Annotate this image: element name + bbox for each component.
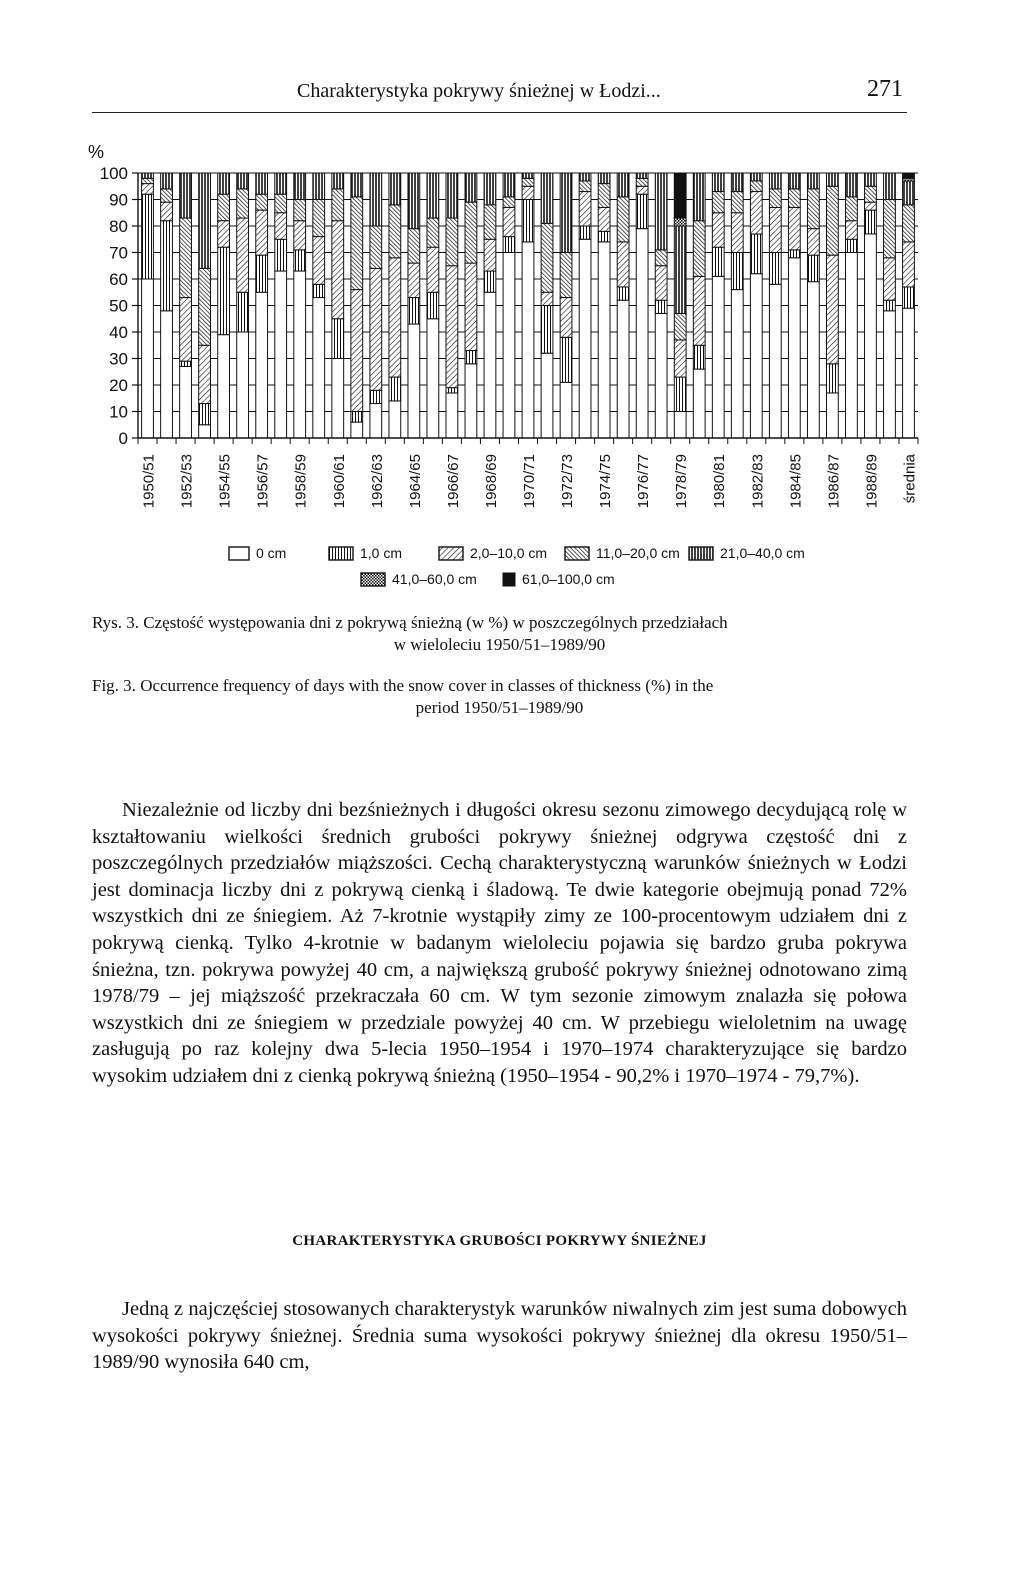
x-tick-label: 1978/79: [673, 454, 691, 509]
bar-segment: [218, 247, 230, 334]
bar-segment: [579, 181, 591, 192]
bar-segment: [712, 213, 724, 247]
bar-segment: [903, 287, 915, 308]
caption-text: Częstość występowania dni z pokrywą śnieżną (w %) w poszczególnych przedziałach: [143, 613, 728, 632]
figure-caption-pl: [92, 612, 907, 656]
bar-segment: [750, 173, 762, 181]
bar-segment: [579, 192, 591, 226]
y-tick-label: 20: [109, 376, 128, 395]
bar-segment: [408, 229, 420, 263]
bar-segment: [199, 268, 211, 345]
bar-segment: [807, 173, 819, 189]
bar-segment: [560, 298, 572, 338]
bar-segment: [655, 313, 667, 438]
x-tick-label: 1966/67: [444, 454, 462, 509]
legend-label: 61,0–100,0 cm: [522, 571, 615, 587]
bar-segment: [275, 239, 287, 271]
bar-segment: [731, 192, 743, 213]
bar-segment: [332, 173, 344, 189]
bar-segment: [275, 213, 287, 240]
bar-segment: [294, 221, 306, 250]
paragraph-text: Jedną z najczęściej stosowanych charakterystyk warunków niwalnych zim jest suma dobowych wysokości pokrywy śnieżnej. Średnia suma wysokości pokrywy śnieżnej dla okresu 1950/51–1989/90 wynosiła 640 cm,: [92, 1298, 907, 1374]
bar-segment: [769, 253, 781, 285]
bar-segment: [389, 377, 401, 401]
bar-segment: [237, 189, 249, 218]
bar-segment: [598, 207, 610, 231]
bar-segment: [522, 173, 534, 178]
x-tick-label: 1954/55: [216, 454, 234, 509]
y-tick-label: 90: [109, 190, 128, 210]
bar-segment: [294, 271, 306, 438]
bar-segment: [237, 218, 249, 292]
bar-segment: [427, 319, 439, 438]
bar-segment: [884, 258, 896, 300]
bar-segment: [884, 173, 896, 200]
bar-segment: [788, 173, 800, 189]
bar-segment: [180, 361, 192, 366]
bar-segment: [351, 290, 363, 412]
bar-segment: [180, 218, 192, 297]
x-tick-label: 1976/77: [635, 454, 653, 509]
bar-segment: [218, 194, 230, 221]
paragraph-text: Niezależnie od liczby dni bezśnieżnych i długości okresu sezonu zimowego decydującą rolę w kształtowaniu wielkości średnich grubości pokrywy śnieżnej odgrywa częstość dni z poszczególnych przedziałów miąższości. Cechą charakterystyczną warunków śnieżnych w Łodzi jest dominacja liczby dni z pokrywą cienką i śladową. Te dwie kategorie obejmują ponad 72% wszystkich dni ze śniegiem. Aż 7-krotnie wystąpiły zimy ze 100-procentowym udziałem dni z pokrywą cienką. Tylko 4-krotnie w badanym wieloleciu pojawia się bardzo gruba pokrywa śnieżna, tzn. pokrywa powyżej 40 cm, a największą grubość pokrywy śnieżnej odnotowano zimą 1978/79 – jej miąższość przekraczała 60 cm. W tym sezonie zimowym znalazła się połowa wszystkich dni ze śniegiem w przedziale powyżej 40 cm. W przebiegu wieloletnim na uwagę zasługują po raz kolejny dwa 5-lecia 1950–1954 i 1970–1974 charakteryzujące się bardzo wysokim udziałem dni z cienką pokrywą śnieżną (1950–1954 - 90,2% i 1970–1974 - 79,7%).: [92, 799, 907, 1087]
bar-segment: [465, 263, 477, 350]
caption-text: Occurrence frequency of days with the snow cover in classes of thickness (%) in the: [140, 676, 714, 695]
bar-segment: [294, 173, 306, 200]
bar-segment: [712, 192, 724, 213]
x-tick-label: 1970/71: [521, 454, 538, 509]
y-tick-label: 80: [109, 217, 128, 236]
bar-segment: [769, 189, 781, 208]
bar-segment: [522, 178, 534, 186]
figure-label: Rys. 3.: [92, 613, 140, 632]
bar-segment: [199, 425, 211, 438]
page-number: 271: [867, 76, 903, 102]
bar-segment: [769, 207, 781, 252]
x-tick-label: 1950/51: [140, 454, 158, 509]
bar-segment: [503, 253, 515, 439]
bar-segment: [788, 258, 800, 438]
bar-segment: [180, 366, 192, 438]
bar-segment: [389, 401, 401, 438]
bar-segment: [541, 292, 553, 305]
bar-segment: [484, 239, 496, 271]
bar-segment: [865, 186, 877, 202]
bar-segment: [142, 178, 154, 183]
bar-segment: [256, 255, 268, 292]
bar-segment: [503, 207, 515, 236]
bar-segment: [903, 173, 915, 178]
legend-item: [502, 571, 615, 587]
x-tick-label: 1964/65: [406, 454, 424, 509]
bar-segment: [256, 292, 268, 438]
bar-segment: [807, 282, 819, 438]
bar-segment: [750, 192, 762, 234]
bar-segment: [846, 221, 858, 240]
bar-segment: [161, 311, 173, 438]
bar-segment: [560, 337, 572, 382]
bar-segment: [408, 173, 420, 229]
legend-swatch: [228, 546, 250, 561]
x-tick-label: 1988/89: [863, 454, 881, 509]
legend-swatch: [360, 572, 386, 587]
y-tick-label: 60: [109, 270, 128, 289]
bar-segment: [674, 412, 686, 439]
bar-segment: [256, 173, 268, 194]
bar-segment: [503, 173, 515, 197]
bar-segment: [389, 205, 401, 258]
legend-item: [228, 545, 286, 561]
legend-item: [328, 545, 402, 561]
bar-segment: [370, 226, 382, 268]
bar-segment: [313, 200, 325, 237]
bar-segment: [807, 229, 819, 256]
bar-segment: [903, 242, 915, 287]
bar-segment: [560, 253, 572, 298]
bar-segment: [655, 250, 667, 266]
legend-label: 1,0 cm: [360, 545, 403, 561]
bar-segment: [560, 382, 572, 438]
bar-segment: [541, 353, 553, 438]
bar-segment: [370, 390, 382, 403]
bar-segment: [142, 194, 154, 279]
bar-segment: [370, 268, 382, 390]
bar-segment: [655, 300, 667, 313]
bar-segment: [788, 207, 800, 249]
bar-segment: [598, 231, 610, 242]
x-tick-label: 1972/73: [559, 454, 577, 509]
bar-segment: [446, 388, 458, 393]
bar-segment: [598, 184, 610, 208]
y-tick-label: 0: [118, 429, 128, 448]
x-tick-label: 1974/75: [597, 454, 615, 509]
x-tick-label: 1968/69: [482, 454, 500, 509]
bar-segment: [826, 186, 838, 255]
bar-segment: [541, 173, 553, 223]
bar-segment: [199, 345, 211, 403]
bar-segment: [617, 197, 629, 242]
bar-segment: [788, 250, 800, 258]
bar-segment: [256, 194, 268, 210]
bar-segment: [655, 266, 667, 300]
legend-label: 0 cm: [256, 545, 287, 561]
bar-segment: [294, 250, 306, 271]
bar-segment: [903, 205, 915, 242]
y-tick-label: 50: [109, 296, 128, 316]
bar-segment: [465, 173, 477, 202]
bar-segment: [750, 181, 762, 192]
bar-segment: [218, 335, 230, 438]
bar-segment: [275, 173, 287, 194]
bar-segment: [846, 173, 858, 197]
bar-segment: [503, 237, 515, 253]
bar-segment: [674, 377, 686, 411]
bar-segment: [389, 258, 401, 377]
bar-segment: [503, 197, 515, 208]
bar-segment: [712, 247, 724, 276]
bar-segment: [332, 319, 344, 359]
bar-segment: [237, 173, 249, 189]
bar-segment: [199, 173, 211, 268]
bar-segment: [674, 313, 686, 340]
legend-swatch: [438, 546, 464, 561]
bar-segment: [313, 237, 325, 285]
bar-segment: [598, 242, 610, 438]
bar-segment: [865, 210, 877, 234]
bar-segment: [427, 247, 439, 292]
running-title: Charakterystyka pokrywy śnieżnej w Łodzi...: [297, 80, 661, 102]
stacked-bar-chart: [78, 136, 938, 546]
bar-segment: [865, 202, 877, 210]
bar-segment: [484, 292, 496, 438]
bar-segment: [693, 276, 705, 345]
bar-segment: [484, 173, 496, 205]
bar-segment: [674, 226, 686, 313]
legend-item: [564, 545, 680, 561]
legend-swatch: [564, 546, 590, 561]
bar-segment: [884, 311, 896, 438]
bar-segment: [674, 173, 686, 218]
bar-segment: [351, 412, 363, 423]
bar-segment: [408, 298, 420, 325]
bar-segment: [693, 173, 705, 221]
y-tick-label: 30: [109, 349, 128, 369]
bar-segment: [427, 292, 439, 319]
page-header: [92, 78, 907, 113]
bar-segment: [712, 276, 724, 438]
bar-segment: [617, 173, 629, 197]
y-tick-label: 100: [99, 164, 128, 183]
bar-segment: [807, 255, 819, 282]
body-paragraph: [92, 1296, 907, 1376]
bar-segment: [142, 279, 154, 438]
bar-segment: [332, 189, 344, 221]
bar-segment: [351, 197, 363, 290]
bar-segment: [408, 324, 420, 438]
bar-segment: [351, 173, 363, 197]
bar-segment: [846, 253, 858, 439]
bar-segment: [142, 173, 154, 178]
bar-segment: [218, 173, 230, 194]
bar-segment: [788, 189, 800, 208]
legend-item: [438, 545, 547, 561]
bar-segment: [712, 173, 724, 192]
bar-segment: [161, 221, 173, 311]
bar-segment: [541, 306, 553, 354]
bar-segment: [826, 173, 838, 186]
bar-segment: [446, 218, 458, 266]
bar-segment: [636, 178, 648, 186]
bar-segment: [750, 274, 762, 438]
x-tick-label: 1962/63: [368, 454, 386, 509]
bar-segment: [313, 298, 325, 438]
bar-segment: [826, 255, 838, 364]
bar-segment: [541, 223, 553, 292]
bar-segment: [617, 300, 629, 438]
x-tick-label: 1960/61: [330, 454, 348, 509]
y-tick-label: 40: [109, 323, 128, 342]
bar-segment: [731, 290, 743, 438]
bar-segment: [846, 239, 858, 252]
bar-segment: [332, 359, 344, 439]
bar-segment: [636, 186, 648, 194]
caption-text: period 1950/51–1989/90: [415, 698, 584, 717]
bar-segment: [256, 210, 268, 255]
bar-segment: [522, 186, 534, 199]
x-tick-label: 1956/57: [254, 454, 272, 509]
bar-segment: [693, 369, 705, 438]
x-tick-label: średnia: [901, 454, 919, 504]
figure-label: Fig. 3.: [92, 676, 136, 695]
bar-segment: [180, 298, 192, 362]
bar-segment: [313, 173, 325, 200]
x-tick-label: 1958/59: [292, 454, 310, 509]
bar-segment: [865, 173, 877, 186]
legend-swatch: [328, 546, 354, 561]
bar-segment: [903, 308, 915, 438]
bar-segment: [332, 221, 344, 319]
bar-segment: [693, 221, 705, 277]
bar-segment: [636, 173, 648, 178]
bar-segment: [408, 263, 420, 297]
bar-segment: [579, 239, 591, 438]
bar-segment: [522, 242, 534, 438]
bar-segment: [484, 271, 496, 292]
legend-label: 11,0–20,0 cm: [596, 545, 680, 561]
bar-segment: [636, 194, 648, 228]
bar-segment: [275, 271, 287, 438]
bar-segment: [389, 173, 401, 205]
figure-caption-en: [92, 675, 907, 719]
bar-segment: [161, 189, 173, 202]
legend-label: 2,0–10,0 cm: [470, 545, 548, 561]
bar-segment: [161, 202, 173, 221]
legend-label: 41,0–60,0 cm: [392, 571, 477, 587]
y-tick-label: 70: [109, 243, 128, 263]
bar-segment: [237, 292, 249, 332]
bar-segment: [161, 173, 173, 189]
legend-swatch: [502, 572, 516, 587]
bar-segment: [446, 173, 458, 218]
bar-segment: [465, 202, 477, 263]
bar-segment: [617, 242, 629, 287]
y-axis-label: %: [88, 142, 105, 162]
x-tick-label: 1980/81: [711, 454, 729, 509]
bar-segment: [237, 332, 249, 438]
bar-segment: [313, 284, 325, 297]
chart-svg: [78, 136, 938, 546]
x-tick-label: 1986/87: [825, 454, 843, 509]
bar-segment: [294, 200, 306, 221]
bar-segment: [731, 253, 743, 290]
x-tick-label: 1982/83: [749, 454, 767, 509]
bar-segment: [275, 194, 287, 213]
bar-segment: [655, 173, 667, 250]
bar-segment: [636, 229, 648, 438]
legend-item: [688, 545, 805, 561]
bar-segment: [846, 197, 858, 221]
bar-segment: [769, 173, 781, 189]
body-paragraph: [92, 797, 907, 1090]
legend-item: [360, 571, 477, 587]
bar-segment: [731, 173, 743, 192]
bar-segment: [465, 351, 477, 364]
bar-segment: [180, 173, 192, 218]
bar-segment: [693, 345, 705, 369]
bar-segment: [446, 393, 458, 438]
bar-segment: [446, 266, 458, 388]
bar-segment: [522, 200, 534, 242]
bar-segment: [351, 422, 363, 438]
bar-segment: [674, 340, 686, 377]
bar-segment: [903, 181, 915, 205]
bar-segment: [465, 364, 477, 438]
bar-segment: [807, 189, 819, 229]
bar-segment: [427, 218, 439, 247]
x-tick-label: 1984/85: [787, 454, 805, 509]
bar-segment: [865, 234, 877, 438]
bar-segment: [884, 200, 896, 258]
bar-segment: [370, 404, 382, 438]
bar-segment: [560, 173, 572, 253]
bar-segment: [617, 287, 629, 300]
bar-segment: [826, 364, 838, 393]
bar-segment: [598, 173, 610, 184]
legend-swatch: [688, 546, 714, 561]
bar-segment: [731, 213, 743, 253]
caption-text: w wieloleciu 1950/51–1989/90: [393, 635, 606, 654]
bar-segment: [427, 173, 439, 218]
bar-segment: [579, 226, 591, 239]
bar-segment: [826, 393, 838, 438]
section-heading: CHARAKTERYSTYKA GRUBOŚCI POKRYWY ŚNIEŻNEJ: [292, 1233, 707, 1249]
bar-segment: [750, 234, 762, 274]
y-tick-label: 10: [109, 402, 128, 422]
legend-label: 21,0–40,0 cm: [720, 545, 805, 561]
bar-segment: [142, 184, 154, 195]
bar-segment: [674, 218, 686, 226]
bar-segment: [484, 205, 496, 239]
bar-segment: [370, 173, 382, 226]
bar-segment: [579, 173, 591, 181]
bar-segment: [199, 404, 211, 425]
x-tick-label: 1952/53: [178, 454, 196, 509]
bar-segment: [769, 284, 781, 438]
bar-segment: [884, 300, 896, 311]
bar-segment: [218, 221, 230, 248]
